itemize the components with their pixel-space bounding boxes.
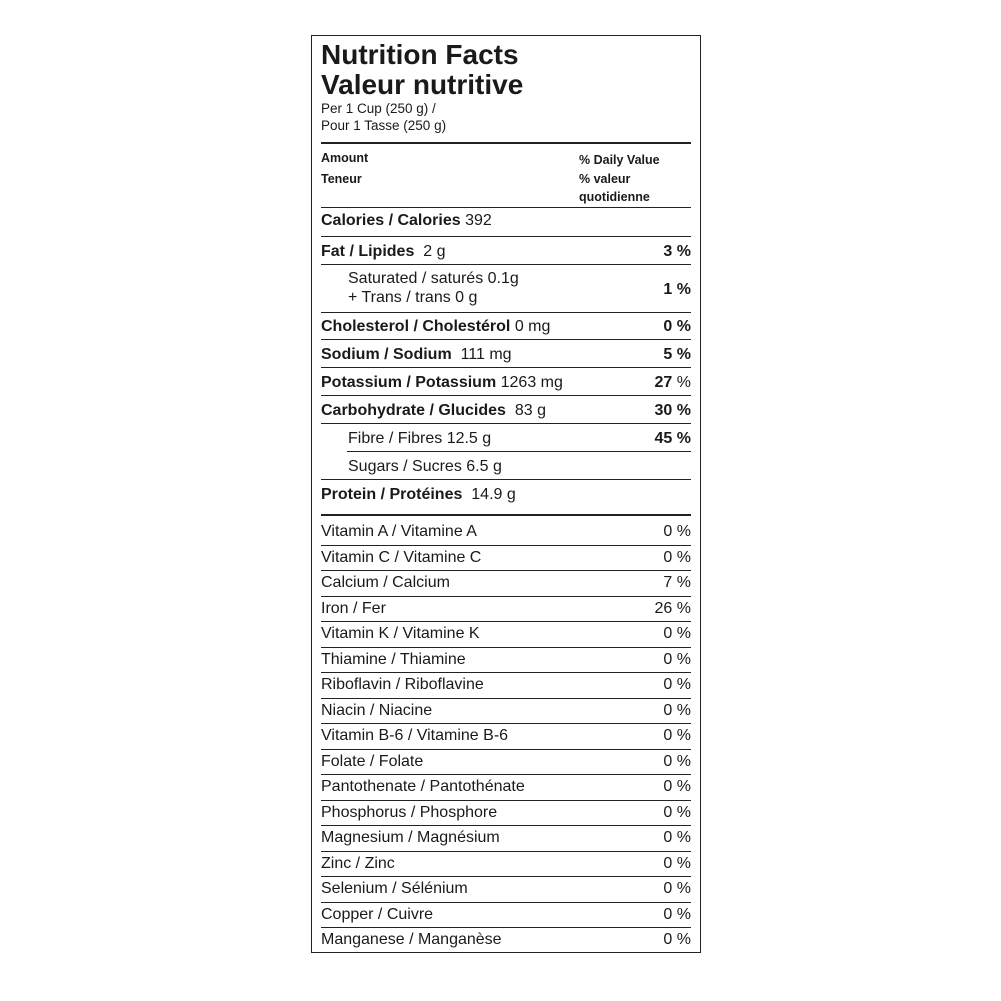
- divider: [321, 927, 691, 928]
- fibre-name: Fibre / Fibres 12.5 g: [348, 430, 492, 447]
- vitamin-percent: 0 %: [663, 905, 691, 923]
- divider: [321, 647, 691, 648]
- divider: [321, 142, 691, 144]
- divider: [321, 723, 691, 724]
- serving-size-french: Pour 1 Tasse (250 g): [321, 118, 447, 133]
- vitamin-percent: 0 %: [663, 676, 691, 693]
- divider: [321, 264, 691, 265]
- divider: [321, 312, 691, 313]
- divider: [321, 339, 691, 340]
- vitamin-percent: 7 %: [663, 574, 691, 591]
- potassium-percent: 27 %: [654, 374, 691, 391]
- sugars-name: Sugars / Sucres 6.5 g: [348, 458, 502, 475]
- vitamin-percent: 0 %: [663, 931, 691, 948]
- divider: [321, 423, 691, 424]
- divider: [321, 545, 691, 546]
- divider: [321, 800, 691, 801]
- carbohydrate-name: Carbohydrate / Glucides 83 g: [321, 402, 546, 419]
- title-french: Valeur nutritive: [321, 69, 524, 100]
- divider: [321, 596, 691, 597]
- vitamin-percent: 0 %: [663, 829, 691, 846]
- vitamin-name: Vitamin B-6 / Vitamine B-6: [321, 727, 509, 744]
- calories-name: Calories / Calories 392: [321, 212, 492, 229]
- quotidienne-header: quotidienne: [579, 190, 650, 204]
- vitamin-percent: 0 %: [663, 650, 691, 668]
- title-english: Nutrition Facts: [321, 39, 519, 70]
- vitamin-name: Zinc / Zinc: [321, 854, 395, 872]
- vitamin-name: Vitamin A / Vitamine A: [321, 523, 477, 540]
- valeur-header: % valeur: [579, 172, 631, 186]
- sodium-name: Sodium / Sodium 111 mg: [321, 346, 512, 363]
- vitamin-percent: 0 %: [663, 752, 691, 770]
- divider: [321, 749, 691, 750]
- vitamin-percent: 26 %: [654, 599, 691, 617]
- divider: [321, 774, 691, 775]
- nutrition-facts-label: [311, 35, 701, 953]
- vitamin-name: Thiamine / Thiamine: [321, 650, 466, 668]
- vitamin-percent: 0 %: [663, 727, 691, 744]
- divider: [321, 876, 691, 877]
- divider: [321, 698, 691, 699]
- vitamin-name: Niacin / Niacine: [321, 701, 433, 719]
- vitamin-name: Magnesium / Magnésium: [321, 829, 500, 846]
- divider: [347, 451, 691, 452]
- vitamin-name: Vitamin K / Vitamine K: [321, 625, 480, 642]
- fibre-percent: 45 %: [654, 430, 691, 447]
- cholesterol-percent: 0 %: [663, 318, 691, 335]
- vitamin-percent: 0 %: [663, 523, 691, 540]
- divider: [321, 395, 691, 396]
- divider: [321, 621, 691, 622]
- saturated-name: Saturated / saturés 0.1g: [348, 270, 519, 287]
- divider: [321, 851, 691, 852]
- vitamin-percent: 0 %: [663, 880, 691, 897]
- vitamin-name: Iron / Fer: [321, 599, 386, 617]
- saturated-trans-percent: 1 %: [663, 281, 691, 298]
- daily-value-header: % Daily Value: [579, 153, 660, 167]
- vitamin-name: Pantothenate / Pantothénate: [321, 778, 525, 795]
- vitamin-name: Vitamin C / Vitamine C: [321, 548, 482, 566]
- protein-name: Protein / Protéines 14.9 g: [321, 486, 516, 503]
- sodium-percent: 5 %: [663, 346, 691, 363]
- vitamin-percent: 0 %: [663, 625, 691, 642]
- fat-percent: 3 %: [663, 243, 691, 260]
- divider: [321, 902, 691, 903]
- divider: [321, 514, 691, 516]
- vitamin-percent: 0 %: [663, 548, 691, 566]
- vitamin-name: Phosphorus / Phosphore: [321, 803, 498, 821]
- trans-name: + Trans / trans 0 g: [348, 289, 478, 306]
- carbohydrate-percent: 30 %: [654, 402, 691, 419]
- vitamin-percent: 0 %: [663, 854, 691, 872]
- label-content: [321, 36, 691, 952]
- vitamin-name: Manganese / Manganèse: [321, 931, 502, 948]
- serving-size-english: Per 1 Cup (250 g) /: [321, 101, 436, 116]
- divider: [321, 479, 691, 480]
- vitamin-name: Copper / Cuivre: [321, 905, 434, 923]
- divider: [321, 825, 691, 826]
- vitamin-name: Selenium / Sélénium: [321, 880, 468, 897]
- teneur-header: Teneur: [321, 172, 362, 186]
- vitamin-percent: 0 %: [663, 778, 691, 795]
- divider: [321, 367, 691, 368]
- vitamin-name: Riboflavin / Riboflavine: [321, 676, 484, 693]
- vitamin-name: Folate / Folate: [321, 752, 424, 770]
- divider: [321, 236, 691, 237]
- vitamin-percent: 0 %: [663, 803, 691, 821]
- amount-header: Amount: [321, 151, 369, 165]
- divider: [321, 570, 691, 571]
- potassium-name: Potassium / Potassium 1263 mg: [321, 374, 563, 391]
- divider: [321, 207, 691, 208]
- vitamin-name: Calcium / Calcium: [321, 574, 450, 591]
- fat-name: Fat / Lipides 2 g: [321, 243, 446, 260]
- cholesterol-name: Cholesterol / Cholestérol 0 mg: [321, 318, 551, 335]
- divider: [321, 672, 691, 673]
- vitamin-percent: 0 %: [663, 701, 691, 719]
